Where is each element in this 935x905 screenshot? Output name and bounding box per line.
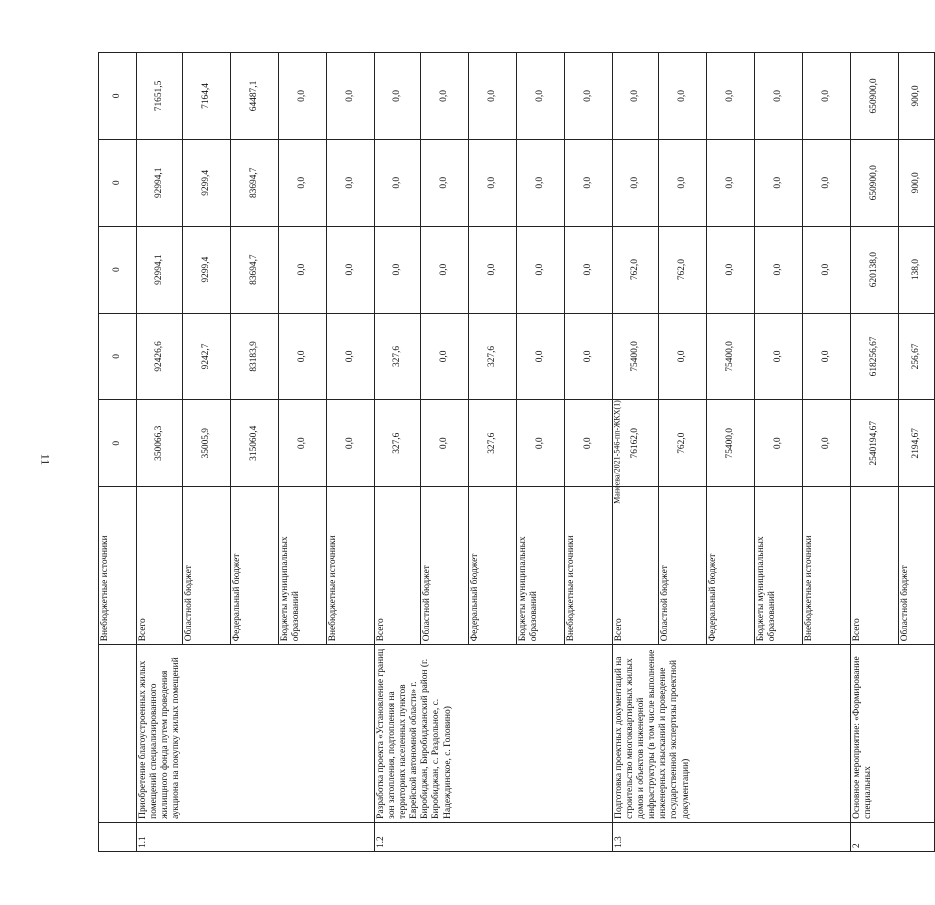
funding-value: 900,0 (899, 53, 935, 140)
funding-value: 0,0 (421, 139, 469, 226)
funding-value: 327,6 (469, 313, 517, 400)
funding-value: 9242,7 (183, 313, 231, 400)
funding-source: Бюджеты муниципальных образований (755, 487, 803, 645)
funding-value: 0,0 (279, 400, 327, 487)
header-value-cell: 0 (99, 139, 137, 226)
funding-source: Федеральный бюджет (707, 487, 755, 645)
funding-value: 0,0 (707, 226, 755, 313)
funding-value: 0,0 (613, 53, 659, 140)
funding-value: 0,0 (279, 313, 327, 400)
funding-value: 0,0 (755, 313, 803, 400)
funding-value: 0,0 (565, 139, 613, 226)
funding-value: 0,0 (469, 53, 517, 140)
funding-value: 0,0 (755, 400, 803, 487)
funding-value: 0,0 (707, 139, 755, 226)
funding-value: 83694,7 (231, 139, 279, 226)
document-footer: Манеева/2021-546-пп-ЖКХ(1) (612, 400, 622, 504)
funding-value: 327,6 (375, 313, 421, 400)
funding-source: Областной бюджет (421, 487, 469, 645)
funding-value: 0,0 (803, 226, 851, 313)
funding-value: 900,0 (899, 139, 935, 226)
funding-value: 0,0 (517, 226, 565, 313)
header-cell (99, 822, 137, 851)
funding-value: 762,0 (613, 226, 659, 313)
table-body (99, 53, 935, 852)
item-title: Основное мероприятие: «Формирование специальных (851, 645, 935, 823)
funding-value: 0,0 (803, 400, 851, 487)
funding-value: 0,0 (421, 400, 469, 487)
funding-value: 0,0 (755, 53, 803, 140)
funding-value: 0,0 (327, 400, 375, 487)
funding-value: 0,0 (659, 53, 707, 140)
funding-value: 762,0 (659, 226, 707, 313)
funding-source: Федеральный бюджет (231, 487, 279, 645)
funding-value: 7164,4 (183, 53, 231, 140)
funding-value: 0,0 (755, 139, 803, 226)
funding-source: Внебюджетные источники (803, 487, 851, 645)
funding-source: Всего (137, 487, 183, 645)
funding-source: Областной бюджет (899, 487, 935, 645)
funding-value: 2194,67 (899, 400, 935, 487)
item-number: 1.2 (375, 822, 613, 851)
funding-source: Всего (375, 487, 421, 645)
funding-value: 0,0 (755, 226, 803, 313)
funding-value: 75400,0 (707, 400, 755, 487)
funding-value: 0,0 (327, 139, 375, 226)
funding-source: Внебюджетные источники (327, 487, 375, 645)
funding-source: Областной бюджет (659, 487, 707, 645)
funding-value: 0,0 (421, 53, 469, 140)
funding-source: Бюджеты муниципальных образований (517, 487, 565, 645)
funding-value: 0,0 (469, 139, 517, 226)
funding-value: 618256,67 (851, 313, 899, 400)
funding-source: Бюджеты муниципальных образований (279, 487, 327, 645)
funding-value: 0,0 (279, 53, 327, 140)
table-row (375, 53, 421, 852)
funding-value: 762,0 (659, 400, 707, 487)
funding-source: Всего (851, 487, 899, 645)
funding-value: 92426,6 (137, 313, 183, 400)
item-title: Приобретение благоустроенных жилых помещений специализированного жилищного фонда путем проведения аукциона на покупку жилых помещений (137, 645, 375, 823)
funding-value: 0,0 (517, 53, 565, 140)
funding-source: Федеральный бюджет (469, 487, 517, 645)
funding-value: 71651,5 (137, 53, 183, 140)
funding-value: 0,0 (659, 313, 707, 400)
header-cell (99, 645, 137, 823)
funding-value: 0,0 (517, 400, 565, 487)
funding-value: 0,0 (613, 139, 659, 226)
funding-value: 0,0 (375, 226, 421, 313)
header-value-cell: 0 (99, 53, 137, 140)
item-number: 1.3 (613, 822, 851, 851)
funding-value: 327,6 (469, 400, 517, 487)
funding-value: 83183,9 (231, 313, 279, 400)
item-number: 1.1 (137, 822, 375, 851)
funding-value: 350066,3 (137, 400, 183, 487)
funding-value: 315060,4 (231, 400, 279, 487)
funding-value: 76162,0 (613, 400, 659, 487)
funding-value: 9299,4 (183, 226, 231, 313)
item-title: Разработка проекта «Установление границ зон затопления, подтопления на территориях населенных пунктов Еврейской автономной области» г. Биробиджан, Биробиджанский район (г. Биробиджан, с. Раздольное, с. Надеждинское, с. Головино) (375, 645, 613, 823)
funding-value: 327,6 (375, 400, 421, 487)
funding-value: 0,0 (803, 139, 851, 226)
funding-value: 650900,0 (851, 53, 899, 140)
funding-value: 0,0 (421, 313, 469, 400)
funding-value: 75400,0 (613, 313, 659, 400)
funding-table (98, 52, 935, 852)
table-row (99, 53, 137, 852)
page-number: 11 (38, 453, 53, 466)
funding-value: 92994,1 (137, 226, 183, 313)
funding-value: 75400,0 (707, 313, 755, 400)
funding-value: 0,0 (327, 313, 375, 400)
funding-value: 9299,4 (183, 139, 231, 226)
funding-value: 92994,1 (137, 139, 183, 226)
funding-value: 138,0 (899, 226, 935, 313)
funding-value: 0,0 (279, 139, 327, 226)
funding-value: 0,0 (565, 400, 613, 487)
header-cell: Внебюджетные источники (99, 487, 137, 645)
header-value-cell: 0 (99, 400, 137, 487)
funding-value: 0,0 (565, 226, 613, 313)
header-value-cell: 0 (99, 313, 137, 400)
table-row (137, 53, 183, 852)
funding-value: 83694,7 (231, 226, 279, 313)
funding-value: 0,0 (803, 53, 851, 140)
funding-value: 0,0 (327, 226, 375, 313)
funding-value: 0,0 (803, 313, 851, 400)
funding-source: Внебюджетные источники (565, 487, 613, 645)
funding-value: 650900,0 (851, 139, 899, 226)
funding-value: 0,0 (375, 53, 421, 140)
header-value-cell: 0 (99, 226, 137, 313)
item-number: 2 (851, 822, 935, 851)
table-row (851, 53, 899, 852)
funding-value: 0,0 (565, 313, 613, 400)
funding-value: 0,0 (565, 53, 613, 140)
funding-source: Областной бюджет (183, 487, 231, 645)
funding-value: 0,0 (279, 226, 327, 313)
funding-value: 0,0 (517, 139, 565, 226)
funding-value: 256,67 (899, 313, 935, 400)
funding-value: 0,0 (707, 53, 755, 140)
funding-value: 64487,1 (231, 53, 279, 140)
funding-value: 0,0 (469, 226, 517, 313)
funding-value: 0,0 (375, 139, 421, 226)
funding-value: 620138,0 (851, 226, 899, 313)
funding-value: 0,0 (327, 53, 375, 140)
funding-value: 2540194,67 (851, 400, 899, 487)
funding-value: 35005,9 (183, 400, 231, 487)
funding-source: Всего (613, 487, 659, 645)
item-title: Подготовка проектных документаций на строительство многоквартирных жилых домов и объектов инженерной инфраструктуры (в том числе выполнение инженерных изысканий и проведение государственной экспертизы проектной документации) (613, 645, 851, 823)
funding-value: 0,0 (421, 226, 469, 313)
funding-value: 0,0 (517, 313, 565, 400)
funding-value: 0,0 (659, 139, 707, 226)
